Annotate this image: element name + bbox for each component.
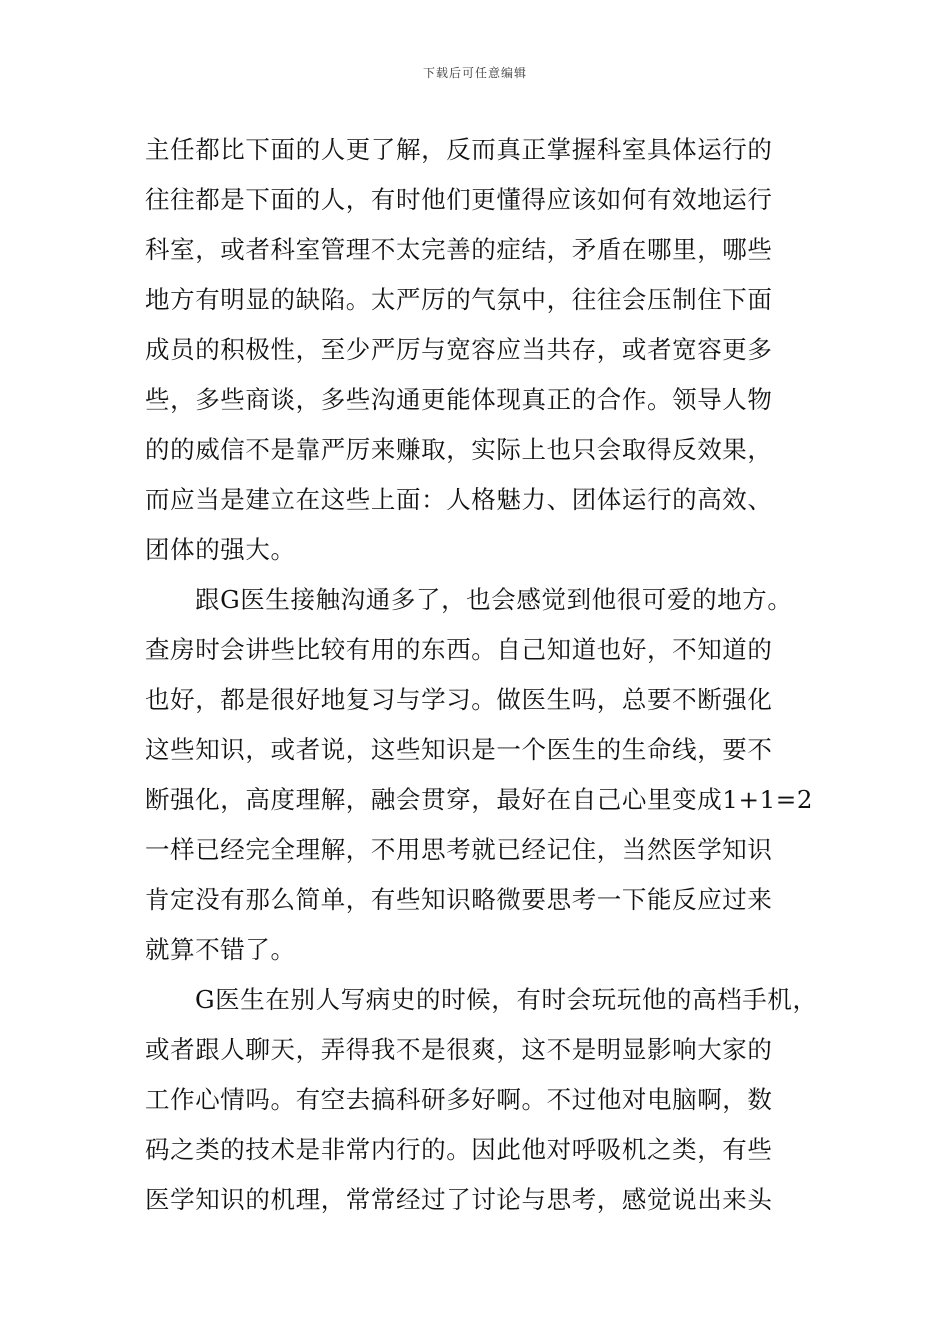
text-line: G医生在别人写病史的时候，有时会玩玩他的高档手机， [195,985,818,1014]
text-line: 查房时会讲些比较有用的东西。自己知道也好，不知道的 [145,635,773,664]
text-line: 码之类的技术是非常内行的。因此他对呼吸机之类，有些 [145,1135,773,1164]
text-line: 成员的积极性，至少严厉与宽容应当共存，或者宽容更多 [145,335,773,364]
text-line: 断强化，高度理解，融会贯穿，最好在自己心里变成1+1=2 [145,785,814,814]
text-line: 跟G医生接触沟通多了，也会感觉到他很可爱的地方。 [195,585,793,614]
text-line: 这些知识，或者说，这些知识是一个医生的生命线，要不 [145,735,773,764]
text-line: 往往都是下面的人，有时他们更懂得应该如何有效地运行 [145,185,773,214]
text-line: 医学知识的机理，常常经过了讨论与思考，感觉说出来头 [145,1185,773,1214]
text-line: 地方有明显的缺陷。太严厉的气氛中，往往会压制住下面 [145,285,773,314]
page-header: 下载后可任意编辑 [422,66,527,80]
text-line: 而应当是建立在这些上面：人格魅力、团体运行的高效、 [145,485,773,514]
document-body [145,125,818,1225]
text-line: 也好，都是很好地复习与学习。做医生吗，总要不断强化 [145,685,773,714]
text-line: 的的威信不是靠严厉来赚取，实际上也只会取得反效果， [145,435,773,464]
text-line: 肯定没有那么简单，有些知识略微要思考一下能反应过来 [145,885,773,914]
text-line: 就算不错了。 [145,935,296,964]
text-line: 些，多些商谈，多些沟通更能体现真正的合作。领导人物 [145,385,773,414]
text-line: 主任都比下面的人更了解，反而真正掌握科室具体运行的 [145,135,773,164]
text-line: 一样已经完全理解，不用思考就已经记住，当然医学知识 [145,835,773,864]
paragraph-2 [145,575,814,975]
text-line: 科室，或者科室管理不太完善的症结，矛盾在哪里，哪些 [145,235,773,264]
text-line: 团体的强大。 [145,535,296,564]
text-line: 工作心情吗。有空去搞科研多好啊。不过他对电脑啊，数 [145,1085,773,1114]
paragraph-1 [145,125,810,575]
text-line: 或者跟人聊天，弄得我不是很爽，这不是明显影响大家的 [145,1035,773,1064]
paragraph-3 [145,975,818,1225]
